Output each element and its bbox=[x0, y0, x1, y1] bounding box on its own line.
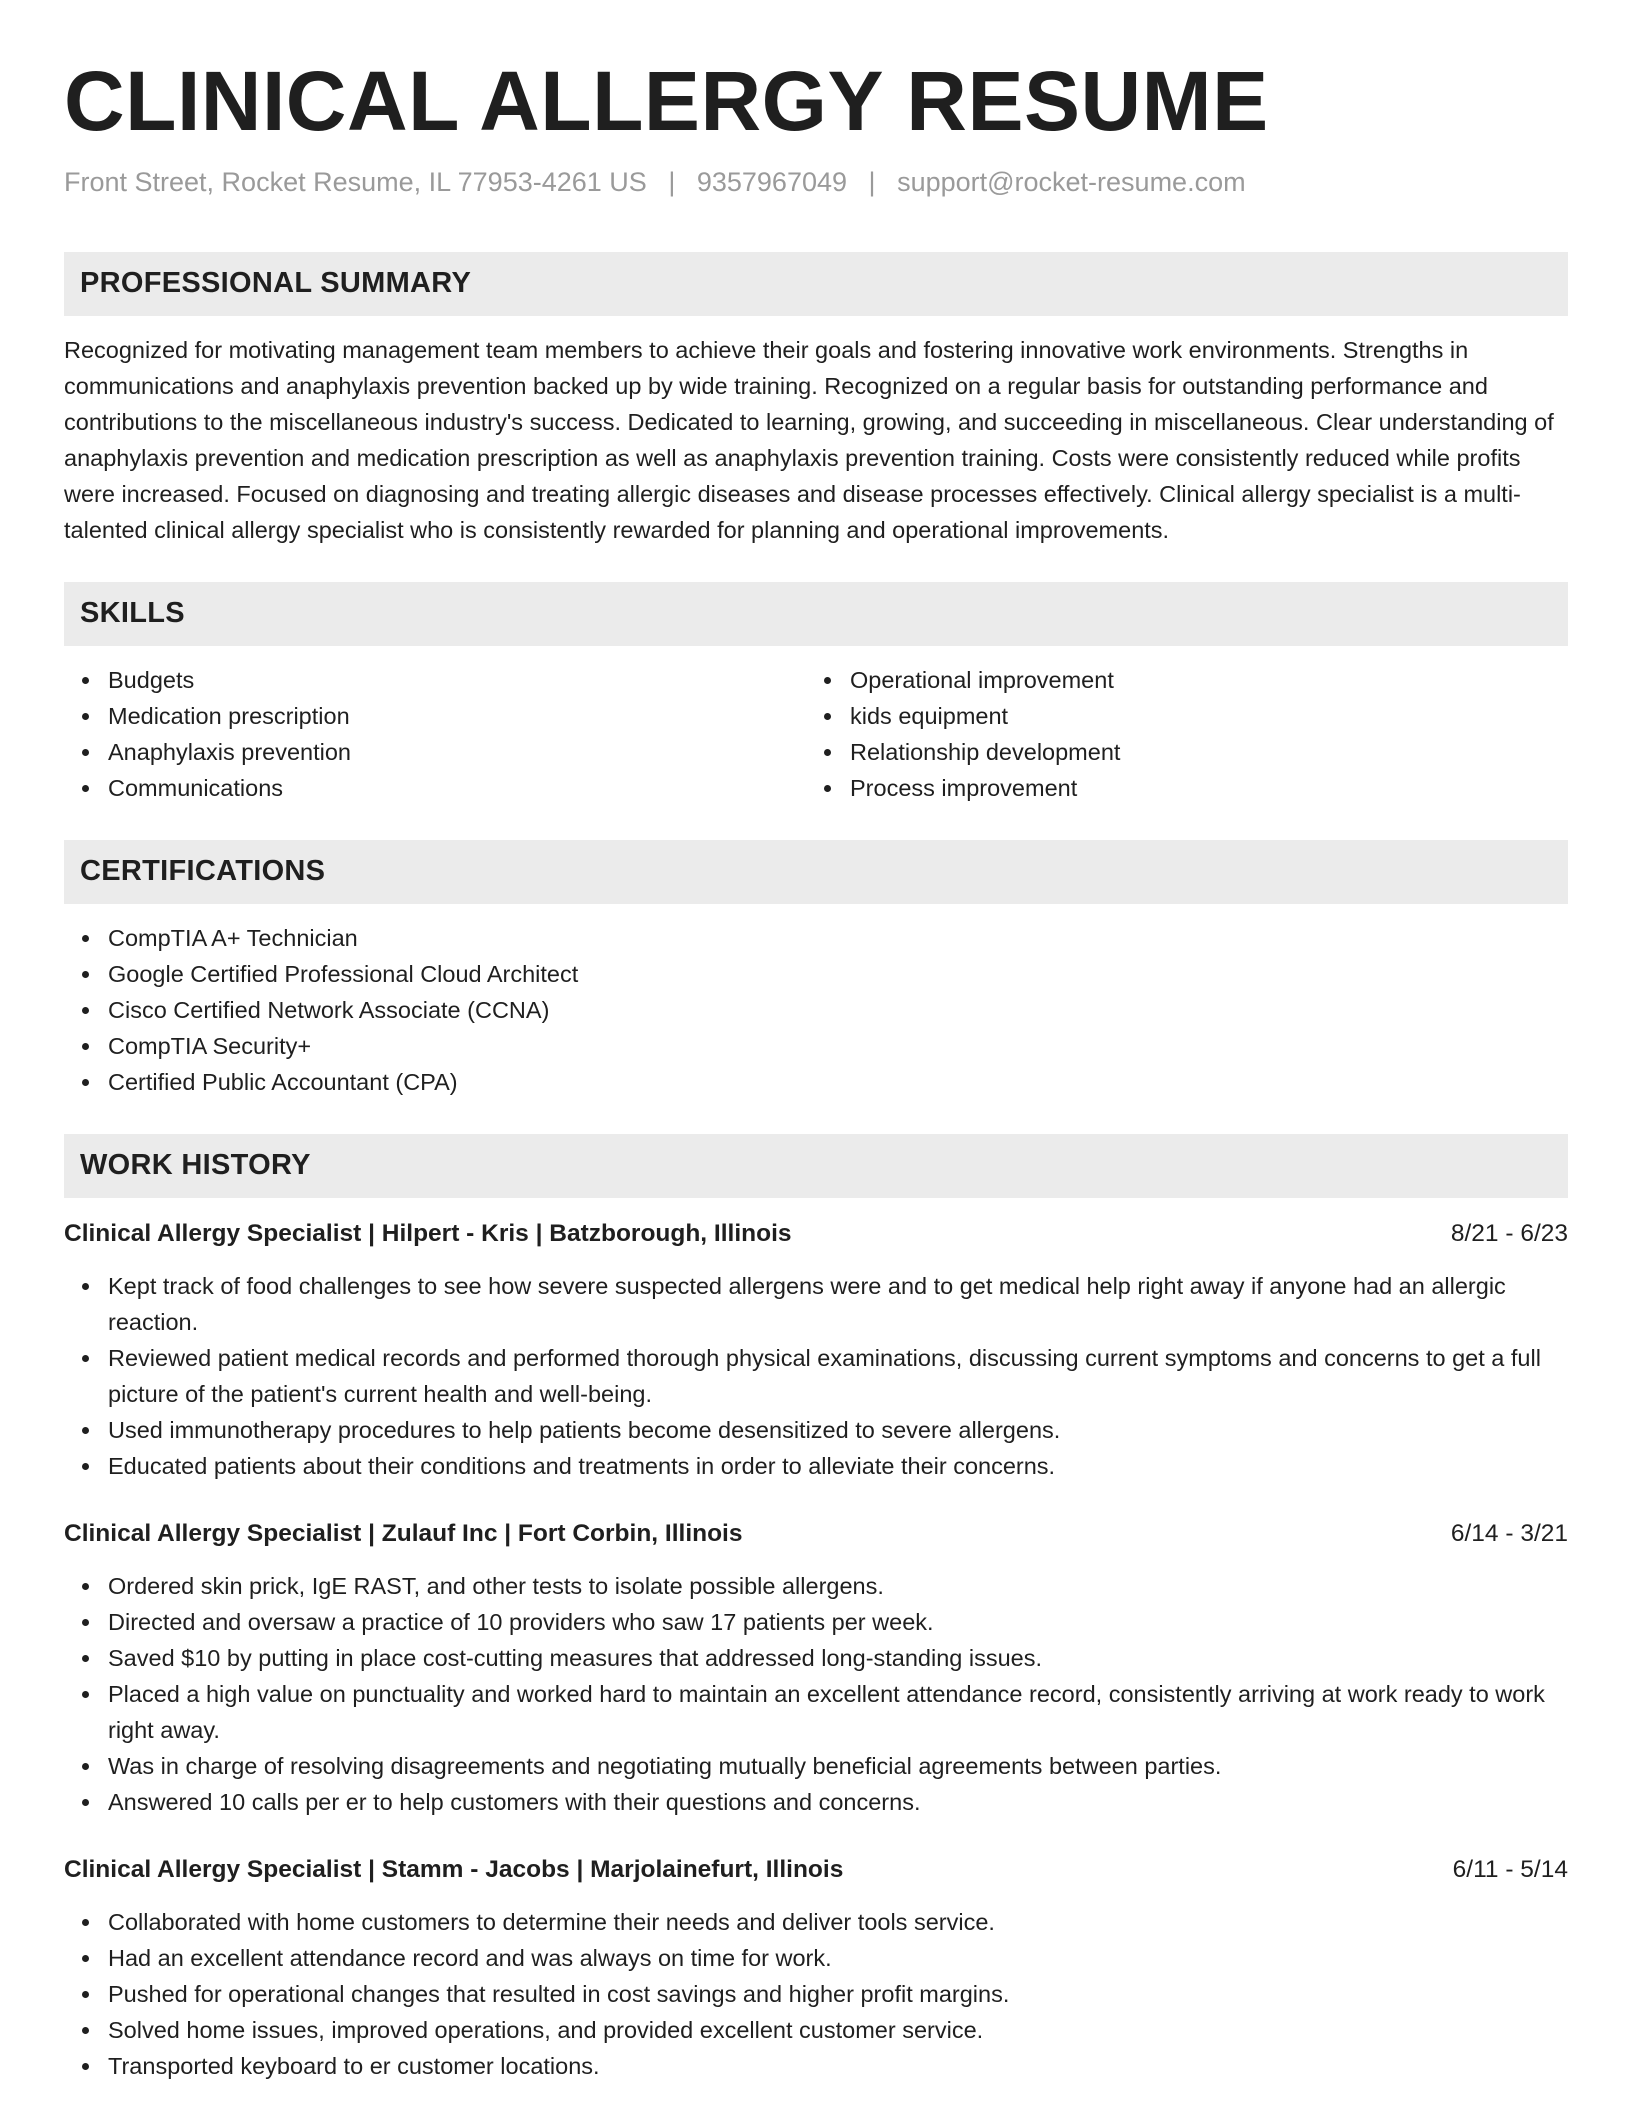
certification-item: CompTIA Security+ bbox=[108, 1028, 1568, 1064]
section-heading-skills: SKILLS bbox=[64, 582, 1568, 646]
contact-email: support@rocket-resume.com bbox=[897, 166, 1246, 197]
job-bullet: Answered 10 calls per er to help customers with their questions and concerns. bbox=[108, 1784, 1568, 1820]
section-work-history bbox=[64, 1134, 1568, 2084]
section-skills bbox=[64, 582, 1568, 806]
job-title: Clinical Allergy Specialist | Hilpert - Kris | Batzborough, Illinois bbox=[64, 1219, 792, 1247]
certification-item: Google Certified Professional Cloud Architect bbox=[108, 956, 1568, 992]
skill-item: Process improvement bbox=[850, 770, 1548, 806]
job-entry bbox=[64, 1516, 1568, 1820]
job-bullet: Solved home issues, improved operations, and provided excellent customer service. bbox=[108, 2012, 1568, 2048]
certification-item: Certified Public Accountant (CPA) bbox=[108, 1064, 1568, 1100]
job-bullets bbox=[64, 1268, 1568, 1484]
job-header bbox=[64, 1516, 1568, 1552]
job-bullet: Saved $10 by putting in place cost-cutting measures that addressed long-standing issues. bbox=[108, 1640, 1568, 1676]
skill-item: Anaphylaxis prevention bbox=[108, 734, 806, 770]
job-bullets bbox=[64, 1904, 1568, 2084]
skill-item: kids equipment bbox=[850, 698, 1548, 734]
contact-address: Front Street, Rocket Resume, IL 77953-4261 US bbox=[64, 166, 647, 197]
job-bullet: Was in charge of resolving disagreements and negotiating mutually beneficial agreements between parties. bbox=[108, 1748, 1568, 1784]
job-bullet: Used immunotherapy procedures to help patients become desensitized to severe allergens. bbox=[108, 1412, 1568, 1448]
job-bullet: Kept track of food challenges to see how severe suspected allergens were and to get medical help right away if anyone had an allergic reaction. bbox=[108, 1268, 1568, 1340]
job-bullet: Ordered skin prick, IgE RAST, and other tests to isolate possible allergens. bbox=[108, 1568, 1568, 1604]
skill-item: Communications bbox=[108, 770, 806, 806]
skills-column-right bbox=[806, 662, 1548, 806]
skill-item: Relationship development bbox=[850, 734, 1548, 770]
job-header bbox=[64, 1216, 1568, 1252]
skill-item: Budgets bbox=[108, 662, 806, 698]
skills-column-left bbox=[64, 662, 806, 806]
skill-item: Medication prescription bbox=[108, 698, 806, 734]
job-bullet: Placed a high value on punctuality and worked hard to maintain an excellent attendance record, consistently arriving at work ready to work right away. bbox=[108, 1676, 1568, 1748]
certification-item: CompTIA A+ Technician bbox=[108, 920, 1568, 956]
job-entry bbox=[64, 1852, 1568, 2084]
skill-item: Operational improvement bbox=[850, 662, 1548, 698]
job-title: Clinical Allergy Specialist | Zulauf Inc | Fort Corbin, Illinois bbox=[64, 1519, 743, 1547]
summary-text: Recognized for motivating management team members to achieve their goals and fostering innovative work environments. Strengths in communications and anaphylaxis prevention backed up by wide training. Recognized on a regular basis for outstanding performance and contributions to the miscellaneous industry's success. Dedicated to learning, growing, and succeeding in miscellaneous. Clear understanding of anaphylaxis prevention and medication prescription as well as anaphylaxis prevention training. Costs were consistently reduced while profits were increased. Focused on diagnosing and treating allergic diseases and disease processes effectively. Clinical allergy specialist is a multi-talented clinical allergy specialist who is consistently rewarded for planning and operational improvements. bbox=[64, 336, 1554, 543]
section-heading-summary: PROFESSIONAL SUMMARY bbox=[64, 252, 1568, 316]
section-heading-certifications: CERTIFICATIONS bbox=[64, 840, 1568, 904]
job-dates: 8/21 - 6/23 bbox=[1450, 1219, 1568, 1247]
job-bullet: Reviewed patient medical records and performed thorough physical examinations, discussing current symptoms and concerns to get a full picture of the patient's current health and well-being. bbox=[108, 1340, 1568, 1412]
job-title: Clinical Allergy Specialist | Stamm - Jacobs | Marjolainefurt, Illinois bbox=[64, 1855, 844, 1883]
certifications-list bbox=[64, 920, 1568, 1100]
contact-phone: 9357967049 bbox=[696, 166, 848, 197]
certification-item: Cisco Certified Network Associate (CCNA) bbox=[108, 992, 1568, 1028]
job-bullet: Collaborated with home customers to determine their needs and deliver tools service. bbox=[108, 1904, 1568, 1940]
resume-title: CLINICAL ALLERGY RESUME bbox=[64, 54, 1269, 148]
job-dates: 6/14 - 3/21 bbox=[1450, 1519, 1568, 1547]
section-certifications bbox=[64, 840, 1568, 1100]
job-bullet: Had an excellent attendance record and was always on time for work. bbox=[108, 1940, 1568, 1976]
job-bullet: Educated patients about their conditions and treatments in order to alleviate their concerns. bbox=[108, 1448, 1568, 1484]
section-heading-work-history: WORK HISTORY bbox=[64, 1134, 1568, 1198]
skills-grid bbox=[64, 662, 1568, 806]
job-entry bbox=[64, 1216, 1568, 1484]
contact-line bbox=[64, 165, 1568, 200]
section-professional-summary bbox=[64, 252, 1568, 548]
contact-separator: | bbox=[668, 166, 676, 197]
job-dates: 6/11 - 5/14 bbox=[1452, 1855, 1568, 1883]
job-bullet: Transported keyboard to er customer locations. bbox=[108, 2048, 1568, 2084]
job-bullet: Pushed for operational changes that resulted in cost savings and higher profit margins. bbox=[108, 1976, 1568, 2012]
job-bullet: Directed and oversaw a practice of 10 providers who saw 17 patients per week. bbox=[108, 1604, 1568, 1640]
job-bullets bbox=[64, 1568, 1568, 1820]
contact-separator: | bbox=[868, 166, 876, 197]
job-header bbox=[64, 1852, 1568, 1888]
